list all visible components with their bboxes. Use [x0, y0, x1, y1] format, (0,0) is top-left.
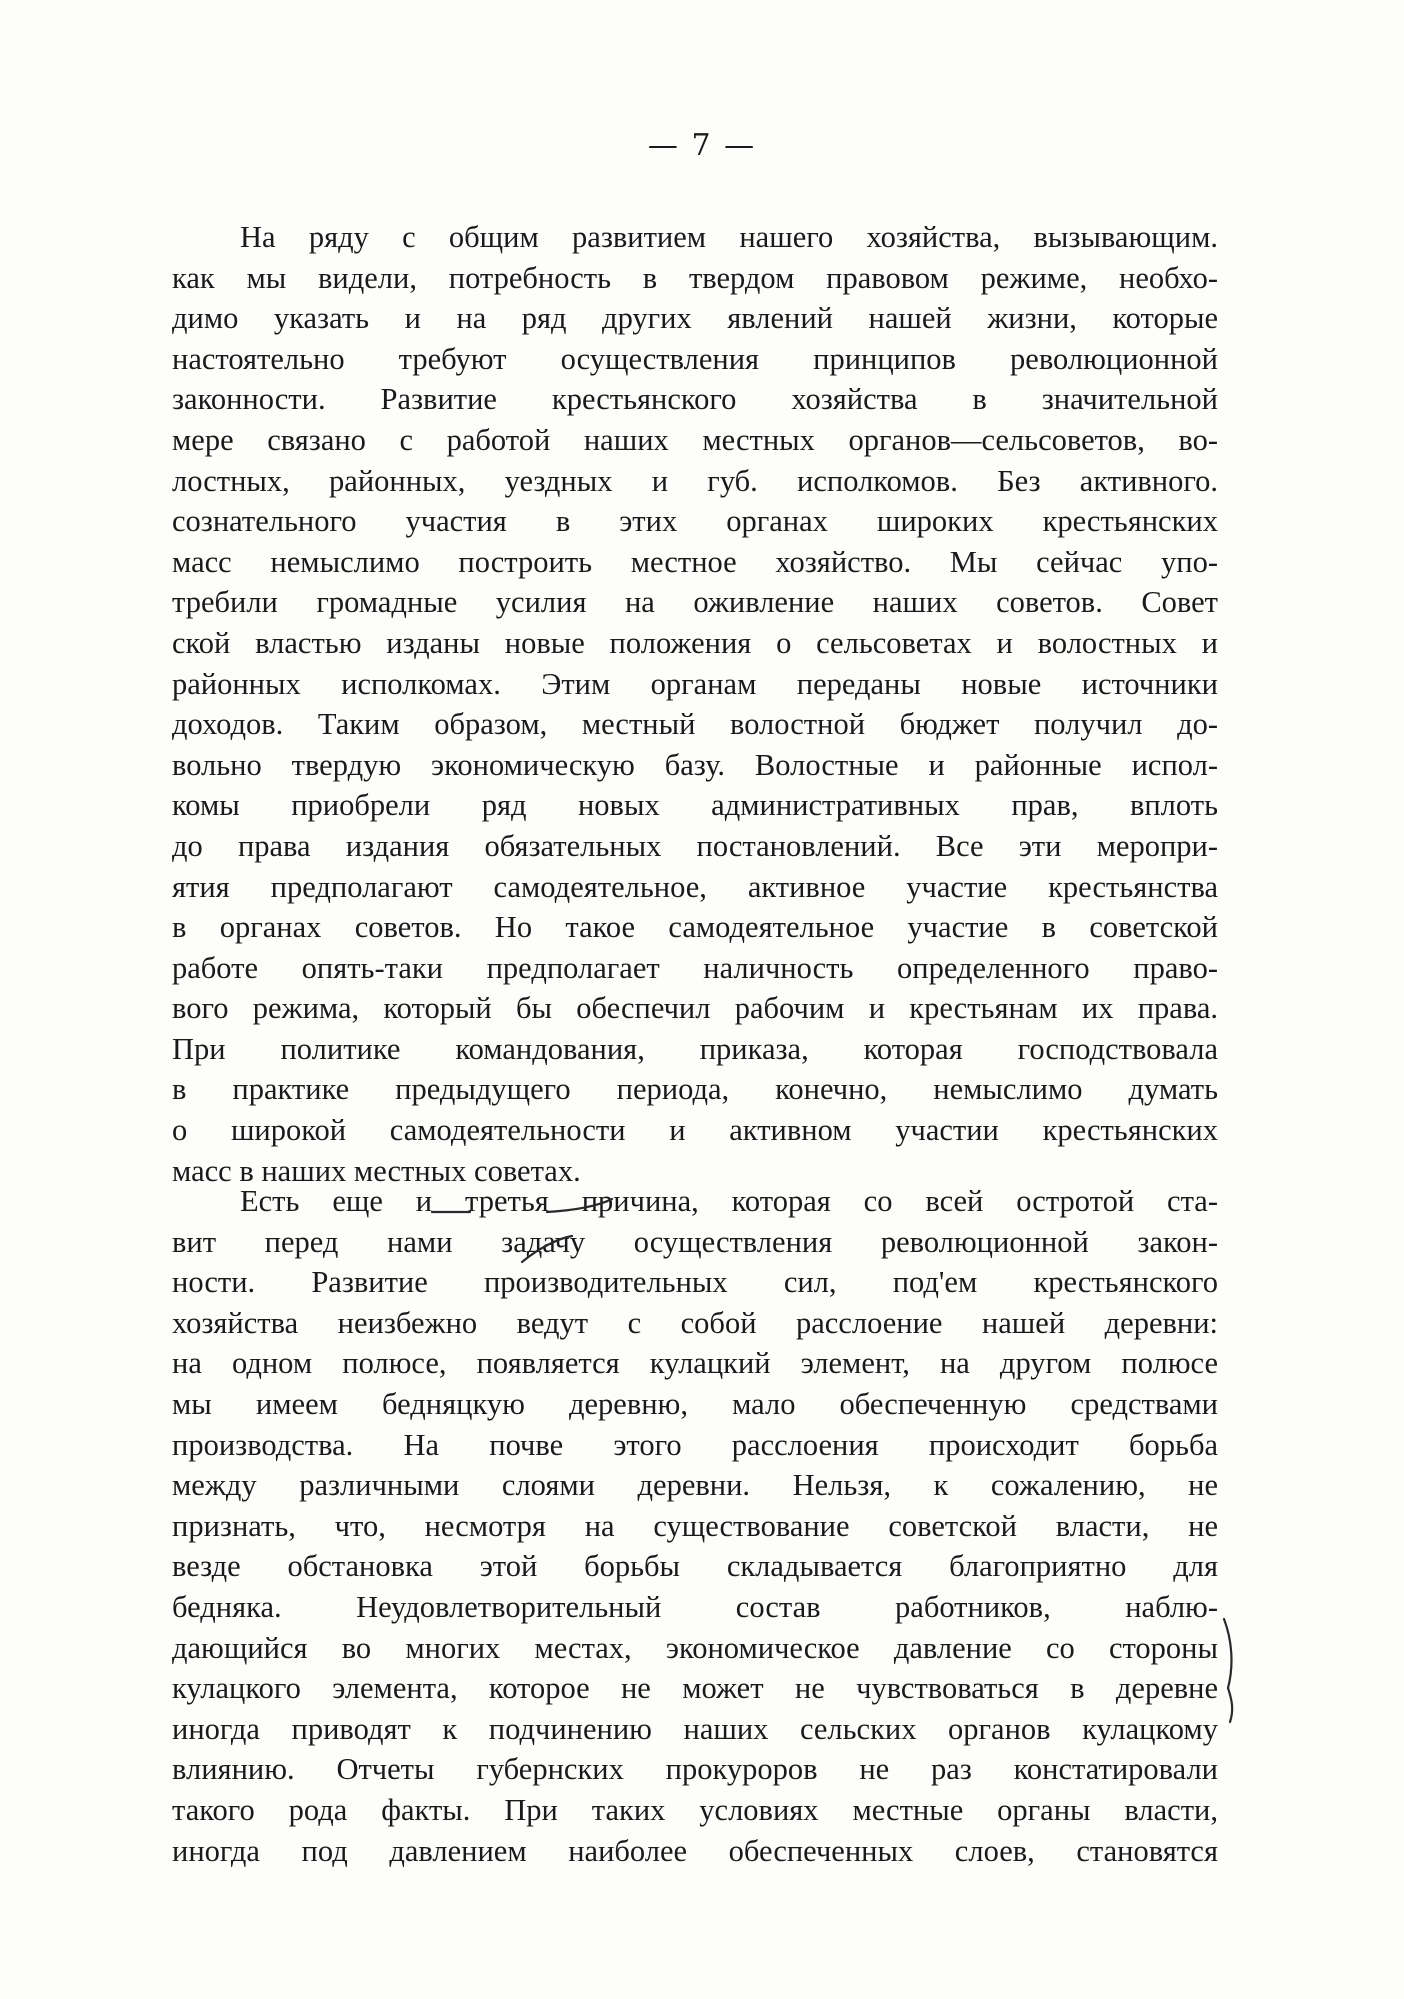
text-line: признать, что, несмотря на существование советской власти, не [172, 1508, 1218, 1543]
text-line: на одном полюсе, появляется кулацкий элемент, на другом полюсе [172, 1346, 1218, 1381]
text-line: в органах советов. Но такое самодеятельное участие в советской [172, 910, 1218, 945]
text-line: законности. Развитие крестьянского хозяйства в значительной [172, 382, 1218, 417]
text-line: такого рода факты. При таких условиях местные органы власти, [172, 1792, 1218, 1827]
text-line: димо указать и на ряд других явлений нашей жизни, которые [172, 301, 1218, 336]
text-line: комы приобрели ряд новых административных прав, вплоть [172, 788, 1218, 823]
text-line: влиянию. Отчеты губернских прокуроров не раз констатировали [172, 1752, 1218, 1787]
text-line: При политике командования, приказа, которая господствовала [172, 1031, 1218, 1066]
text-line: бедняка. Неудовлетворительный состав работников, наблю- [172, 1589, 1218, 1624]
text-line: иногда под давлением наиболее обеспеченных слоев, становятся [172, 1833, 1218, 1868]
text-line: лостных, районных, уездных и губ. исполкомов. Без активного. [172, 463, 1218, 498]
text-line: вит перед нами задачу осуществления революционной закон- [172, 1224, 1218, 1259]
text-line: производства. На почве этого расслоения происходит борьба [172, 1427, 1218, 1462]
text-line: до права издания обязательных постановлений. Все эти меропри- [172, 828, 1218, 863]
text-line: На ряду с общим развитием нашего хозяйства, вызывающим. [240, 220, 1218, 254]
text-line: хозяйства неизбежно ведут с собой расслоение нашей деревни: [172, 1305, 1218, 1340]
text-line: районных исполкомах. Этим органам переданы новые источники [172, 666, 1218, 701]
text-line: между различными слоями деревни. Нельзя, к сожалению, не [172, 1468, 1218, 1503]
page-number: — 7 — [647, 128, 757, 163]
text-line: сознательного участия в этих органах широких крестьянских [172, 504, 1218, 539]
text-line: масс немыслимо построить местное хозяйство. Мы сейчас упо- [172, 544, 1218, 579]
text-line: настоятельно требуют осуществления принципов революционной [172, 341, 1218, 376]
text-line: везде обстановка этой борьбы складывается благоприятно для [172, 1549, 1218, 1584]
text-line: мере связано с работой наших местных органов—сельсоветов, во- [172, 422, 1218, 457]
text-line: ности. Развитие производительных сил, под'ем крестьянского [172, 1265, 1218, 1300]
text-line: доходов. Таким образом, местный волостной бюджет получил до- [172, 707, 1218, 742]
text-line: масс в наших местных советах. [172, 1153, 581, 1188]
text-line: вольно твердую экономическую базу. Волостные и районные испол- [172, 747, 1218, 782]
text-line: в практике предыдущего периода, конечно, немыслимо думать [172, 1072, 1218, 1107]
text-line: как мы видели, потребность в твердом правовом режиме, необхо- [172, 260, 1218, 295]
text-line: кулацкого элемента, которое не может не чувствоваться в деревне [172, 1671, 1218, 1706]
text-line: ятия предполагают самодеятельное, активное участие крестьянства [172, 869, 1218, 904]
text-line: работе опять-таки предполагает наличность определенного право- [172, 950, 1218, 985]
text-line: дающийся во многих местах, экономическое давление со стороны [172, 1630, 1218, 1665]
text-line: мы имеем бедняцкую деревню, мало обеспеченную средствами [172, 1386, 1218, 1421]
text-line: о широкой самодеятельности и активном участии крестьянских [172, 1113, 1218, 1148]
text-line: ской властью изданы новые положения о сельсоветах и волостных и [172, 625, 1218, 660]
text-line: Есть еще и третья причина, которая со всей остротой ста- [240, 1184, 1218, 1218]
text-line: иногда приводят к подчинению наших сельских органов кулацкому [172, 1711, 1218, 1746]
text-line: вого режима, который бы обеспечил рабочим и крестьянам их права. [172, 991, 1218, 1026]
text-line: требили громадные усилия на оживление наших советов. Совет [172, 585, 1218, 620]
